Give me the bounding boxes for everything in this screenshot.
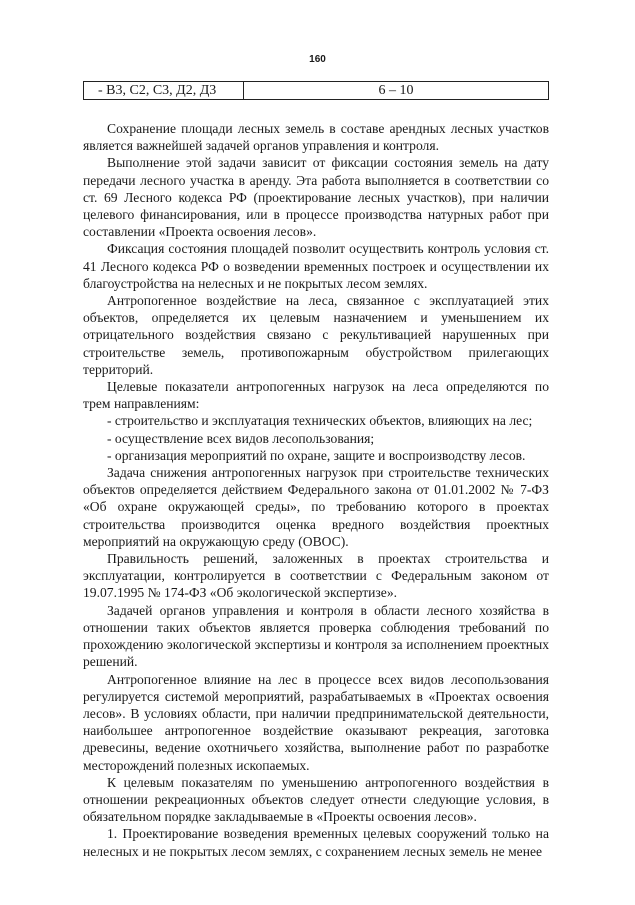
page-number: 160	[309, 54, 326, 65]
table-cell-range: 6 – 10	[378, 83, 414, 98]
paragraph: Целевые показатели антропогенных нагрузок на леса определяются по трем направлениям:	[83, 379, 549, 412]
list-item: - строительство и эксплуатация технических объектов, влияющих на лес;	[107, 413, 533, 429]
paragraph: Выполнение этой задачи зависит от фиксации состояния земель на дату передачи лесного участка в аренду. Эта работа выполняется в соответствии со ст. 69 Лесного кодекса РФ (проектирование лесных участков), при наличии целевого финансирования, или в процессе производства натурных работ при составлении «Проекта освоения лесов».	[83, 155, 549, 240]
paragraph: К целевым показателям по уменьшению антропогенного воздействия в отношении рекреационных объектов следует отнести следующие условия, в обязательном порядке закладываемые в «Проекты освоения лесов».	[83, 774, 549, 825]
list-item: - организация мероприятий по охране, защите и воспроизводству лесов.	[107, 447, 526, 463]
document-body	[83, 120, 549, 860]
table-row-fragment	[83, 81, 549, 100]
paragraph: 1. Проектирование возведения временных целевых сооружений только на нелесных и не покрытых лесом землях, с сохранением лесных земель не менее	[83, 826, 549, 859]
paragraph: Сохранение площади лесных земель в составе арендных лесных участков является важнейшей задачей органов управления и контроля.	[83, 121, 549, 154]
paragraph: Задача снижения антропогенных нагрузок при строительстве технических объектов определяется действием Федерального закона от 01.01.2002 № 7-ФЗ «Об охране окружающей среды», по требованию которого в проектах строительства производится оценка вредного воздействия проектных мероприятий на окружающую среду (ОВОС).	[83, 465, 549, 549]
list-item: - осуществление всех видов лесопользования;	[107, 430, 375, 446]
paragraph: Антропогенное влияние на лес в процессе всех видов лесопользования регулируется системой мероприятий, разрабатываемых в «Проектах освоения лесов». В условиях области, при наличии предпринимательской деятельности, наибольшее антропогенное воздействие оказывают рекреация, заготовка древесины, ведение охотничьего хозяйства, выполнение работ по разработке месторождений полезных ископаемых.	[83, 671, 549, 773]
paragraph: Антропогенное воздействие на леса, связанное с эксплуатацией этих объектов, определяется их целевым назначением и уменьшением их отрицательного воздействия связано с рекультивацией нарушенных при строительстве земель, противопожарным обустройством прилегающих территорий.	[83, 293, 549, 377]
table-cell-categories: - В3, С2, С3, Д2, Д3	[84, 82, 244, 99]
paragraph: Фиксация состояния площадей позволит осуществить контроль условия ст. 41 Лесного кодекса РФ о возведении временных построек и осуществлении их благоустройства на нелесных и не покрытых лесом землях.	[83, 241, 549, 291]
paragraph: Задачей органов управления и контроля в области лесного хозяйства в отношении таких объектов является проверка соблюдения требований по прохождению экологической экспертизы и контроля за исполнением проектных решений.	[83, 602, 549, 670]
paragraph: Правильность решений, заложенных в проектах строительства и эксплуатации, контролируется в соответствии с Федеральным законом от 19.07.1995 № 174-ФЗ «Об экологической экспертизе».	[83, 551, 549, 601]
